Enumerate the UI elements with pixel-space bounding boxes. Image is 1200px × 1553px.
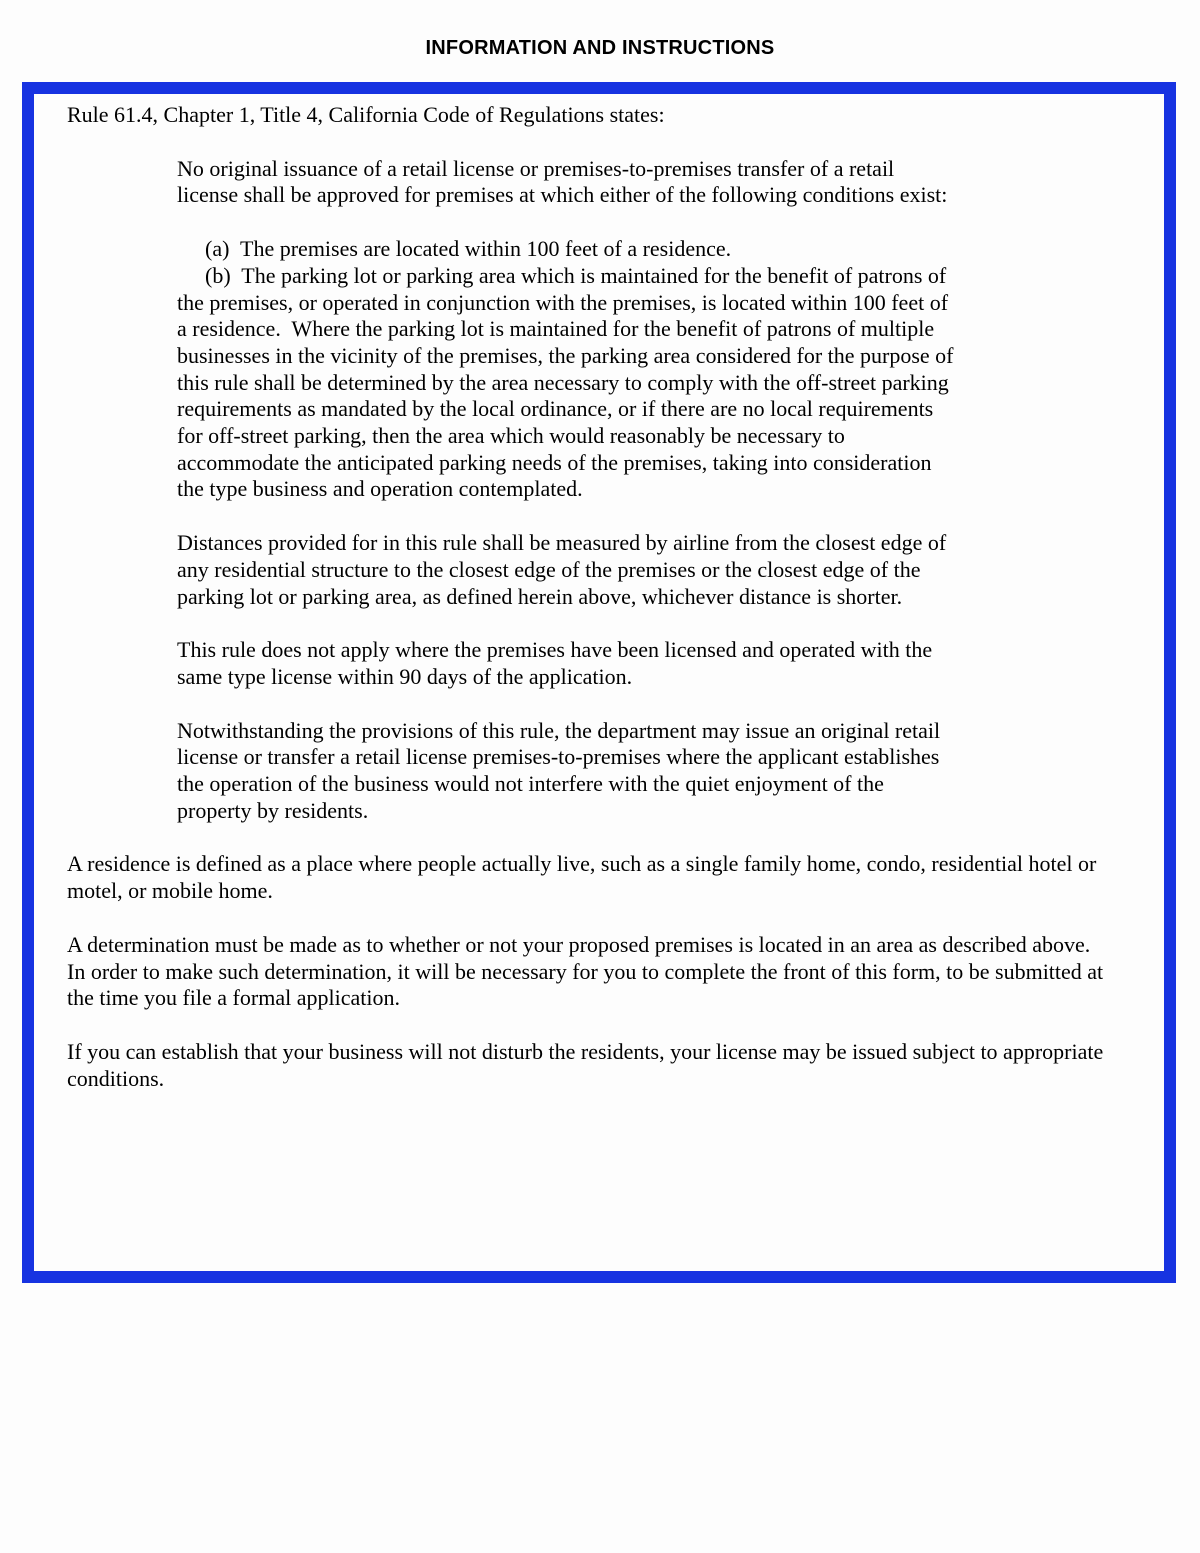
rule-notwithstanding-paragraph: Notwithstanding the provisions of this rule, the department may issue an original retail license or transfer a retail license premises-to-premises where the applicant establishes the operation of the business would not interfere with the quiet enjoyment of the property by residents.	[177, 717, 941, 823]
rule-item-b: (b) The parking lot or parking area which is maintained for the benefit of patrons of the premises, or operated in conjunction with the premises, is located within 100 feet of a residence. Where the parking lot is maintained for the benefit of patrons of multiple businesses in the vicinity of the premises, the parking area considered for the purpose of this rule shall be determined by the area necessary to comply with the off-street parking requirements as mandated by the local ordinance, or if there are no local requirements for off-street parking, then the area which would reasonably be necessary to accommodate the anticipated parking needs of the premises, taking into consideration the type business and operation contemplated.	[177, 262, 954, 502]
rule-conditions-paragraph: No original issuance of a retail license or premises-to-premises transfer of a retail license shall be approved for premises at which either of the following conditions exist:	[177, 155, 948, 208]
residence-definition-paragraph: A residence is defined as a place where people actually live, such as a single family home, condo, residential hotel or motel, or mobile home.	[67, 851, 1097, 904]
rule-distances-paragraph: Distances provided for in this rule shall be measured by airline from the closest edge of any residential structure to the closest edge of the premises or the closest edge of the parking lot or parking area, as defined herein above, whichever distance is shorter.	[177, 530, 947, 609]
page-title: INFORMATION AND INSTRUCTIONS	[425, 37, 775, 59]
establish-paragraph: If you can establish that your business will not disturb the residents, your license may be issued subject to appropriate conditions.	[67, 1038, 1104, 1091]
instructions-box	[22, 82, 1176, 1283]
rule-quote-block	[177, 156, 959, 825]
rule-intro: Rule 61.4, Chapter 1, Title 4, California Code of Regulations states:	[67, 102, 665, 127]
rule-exception-paragraph: This rule does not apply where the premises have been licensed and operated with the same type license within 90 days of the application.	[177, 637, 933, 689]
determination-paragraph: A determination must be made as to whether or not your proposed premises is located in an area as described above. In order to make such determination, it will be necessary for you to complete the front of this form, to be submitted at the time you file a formal application.	[67, 931, 1104, 1011]
rule-item-a: (a) The premises are located within 100 feet of a residence.	[205, 236, 732, 262]
